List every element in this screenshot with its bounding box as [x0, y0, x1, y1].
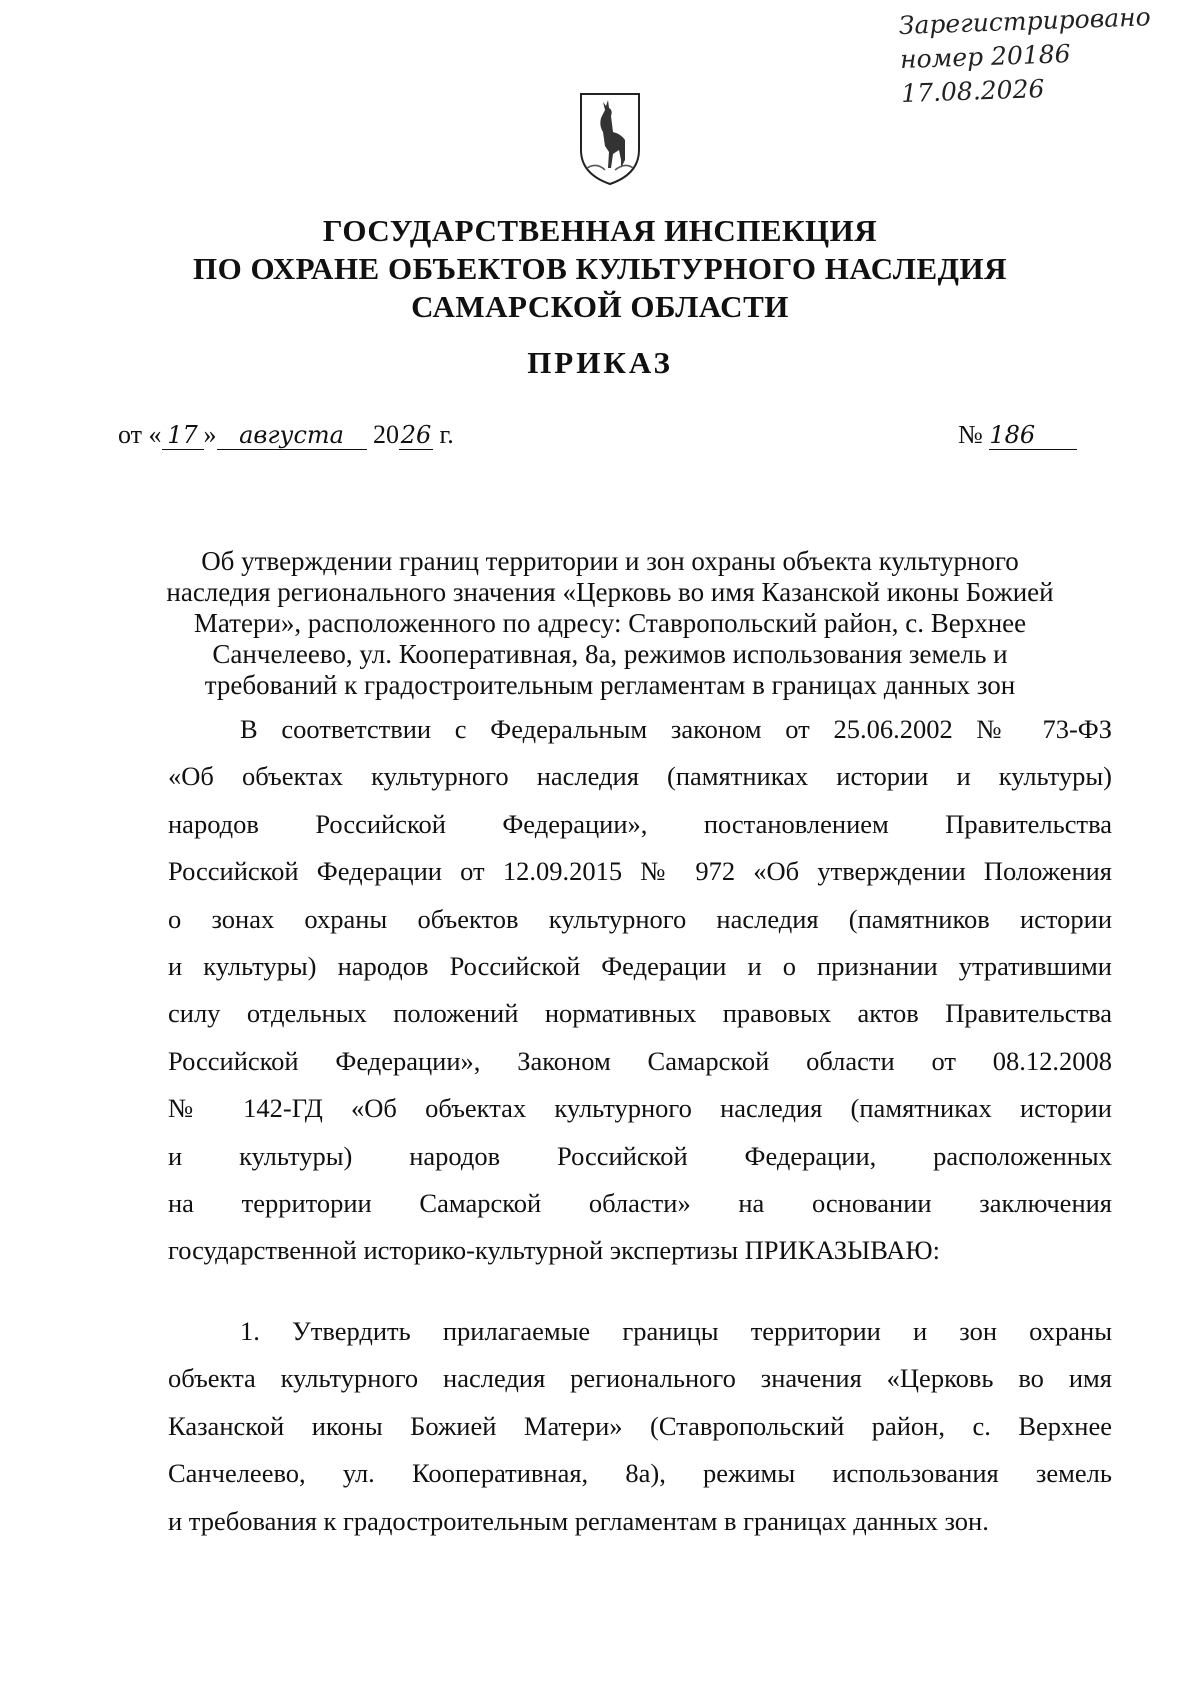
preamble-line: и культуры) народов Российской Федерации, расположенных [168, 1140, 1112, 1171]
handwritten-note-line: Зарегистрировано [898, 2, 1152, 41]
date-year-handwritten: 26 [400, 421, 432, 449]
preamble-paragraph [168, 706, 1112, 1275]
preamble-line: и культуры) народов Российской Федерации и о признании утратившими [168, 950, 1112, 981]
number-prefix: № [958, 420, 983, 449]
preamble-line: Российской Федерации от 12.09.2015 № 972 «Об утверждении Положения [168, 856, 1112, 887]
preamble-line: о зонах охраны объектов культурного наследия (памятников истории [168, 903, 1112, 934]
organization-name-line: САМАРСКОЙ ОБЛАСТИ [411, 289, 789, 324]
date-mid: » [203, 420, 217, 449]
preamble-line: государственной историко-культурной экспертизы ПРИКАЗЫВАЮ: [168, 1235, 940, 1266]
date-month-handwritten: августа [217, 421, 367, 450]
item-1-line: Санчелеево, ул. Кооперативная, 8а), режимы использования земель [168, 1458, 1112, 1489]
order-number-line [958, 420, 1077, 450]
registration-handwritten-note [898, 0, 1191, 111]
handwritten-note-line: 17.08.2026 [900, 74, 1045, 109]
date-year-prefix: 20 [373, 420, 400, 449]
item-1-line: Казанской иконы Божией Матери» (Ставропольский район, с. Верхнее [168, 1410, 1112, 1441]
date-suffix: г. [439, 420, 454, 449]
item-1-line: объекта культурного наследия регионального значения «Церковь во имя [168, 1363, 1112, 1394]
preamble-line: № 142-ГД «Об объектах культурного наследия (памятниках истории [168, 1093, 1112, 1124]
handwritten-note-line: номер 20186 [899, 39, 1072, 75]
order-item-1 [168, 1308, 1112, 1545]
subject-line: требований к градостроительным регламентам в границах данных зон [204, 670, 1016, 700]
subject-line: Об утверждении границ территории и зон охраны объекта культурного [201, 546, 1019, 576]
subject-line: Матери», расположенного по адресу: Ставропольский район, с. Верхнее [193, 608, 1027, 638]
preamble-line: В соответствии с Федеральным законом от 25.06.2002 № 73-ФЗ [240, 714, 1112, 744]
date-prefix: от « [118, 420, 162, 449]
subject-line: Санчелеево, ул. Кооперативная, 8а, режимов использования земель и [212, 639, 1008, 669]
preamble-line: народов Российской Федерации», постановлением Правительства [168, 808, 1112, 839]
preamble-line: Российской Федерации», Законом Самарской области от 08.12.2008 [168, 1045, 1112, 1076]
item-1-line: и требования к градостроительным регламентам в границах данных зон. [168, 1505, 989, 1536]
item-1-line: 1. Утвердить прилагаемые границы территории и зон охраны [240, 1316, 1112, 1346]
preamble-line: «Об объектах культурного наследия (памятниках истории и культуры) [168, 761, 1112, 792]
date-day-handwritten: 17 [162, 421, 204, 450]
order-date-line [118, 420, 454, 450]
preamble-line: на территории Самарской области» на основании заключения [168, 1187, 1112, 1218]
samara-coat-of-arms-icon [575, 88, 645, 188]
organization-name [0, 212, 1200, 326]
organization-name-line: ПО ОХРАНЕ ОБЪЕКТОВ КУЛЬТУРНОГО НАСЛЕДИЯ [193, 251, 1007, 286]
preamble-line: силу отдельных положений нормативных правовых актов Правительства [168, 998, 1112, 1029]
subject-line: наследия регионального значения «Церковь во имя Казанской иконы Божией [166, 577, 1054, 607]
organization-name-line: ГОСУДАРСТВЕННАЯ ИНСПЕКЦИЯ [322, 213, 878, 248]
order-number-handwritten: 186 [989, 421, 1077, 450]
document-type-title: ПРИКАЗ [527, 345, 673, 380]
order-subject [150, 546, 1070, 701]
